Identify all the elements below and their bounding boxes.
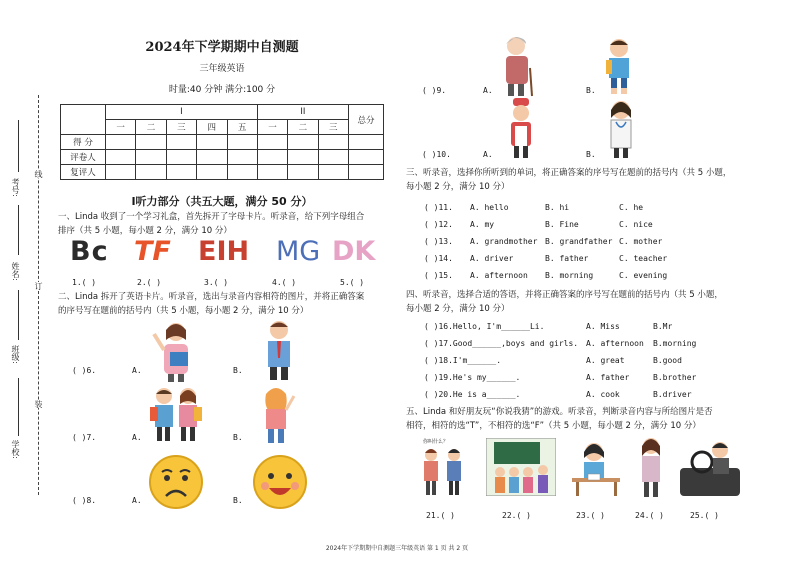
q20-question[interactable]: ( )20.He is a______. bbox=[424, 390, 521, 399]
part1-title: I听力部分（共五大题，满分 50 分） bbox=[131, 195, 313, 208]
q9-number[interactable]: ( )9. bbox=[422, 86, 447, 95]
q15-option-a: A. afternoon bbox=[470, 271, 528, 280]
q10-number[interactable]: ( )10. bbox=[422, 150, 451, 159]
letter-card-4: MG bbox=[276, 236, 321, 267]
q15-option-b: B. morning bbox=[545, 271, 594, 280]
score-subcol: 二 bbox=[288, 120, 318, 135]
q6-number[interactable]: ( )6. bbox=[72, 366, 97, 375]
class-label: 班级: bbox=[11, 345, 20, 364]
score-cell[interactable] bbox=[106, 165, 136, 180]
score-cell[interactable] bbox=[227, 150, 257, 165]
score-row-label: 复评人 bbox=[61, 165, 106, 180]
sec1-title-line1: 一、Linda 收到了一个学习礼盒，首先拆开了字母卡片。听录音，给下列字母组合 bbox=[58, 212, 365, 222]
score-cell[interactable] bbox=[166, 135, 196, 150]
q7-option-b: B. bbox=[233, 433, 243, 442]
q21-blank[interactable]: 21.( ) bbox=[426, 511, 455, 520]
q9-option-b: B. bbox=[586, 86, 596, 95]
score-cell[interactable] bbox=[136, 135, 166, 150]
score-cell[interactable] bbox=[166, 150, 196, 165]
score-subcol: 三 bbox=[318, 120, 348, 135]
letter-card-5: DK bbox=[332, 236, 376, 267]
score-row-label: 评卷人 bbox=[61, 150, 106, 165]
q12-number[interactable]: ( )12. bbox=[424, 220, 453, 229]
class-field[interactable] bbox=[18, 290, 19, 340]
score-cell[interactable] bbox=[257, 135, 287, 150]
score-cell[interactable] bbox=[349, 135, 384, 150]
q7-number[interactable]: ( )7. bbox=[72, 433, 97, 442]
letter-card-2: TF bbox=[134, 236, 171, 267]
seal-text-bind: 装 bbox=[34, 400, 43, 408]
q16-option-b: B.Mr bbox=[653, 322, 673, 331]
score-cell[interactable] bbox=[197, 150, 227, 165]
sec1-blank-1[interactable]: 1.( ) bbox=[72, 278, 97, 287]
q19-question[interactable]: ( )19.He's my______. bbox=[424, 373, 521, 382]
score-subcol: 五 bbox=[227, 120, 257, 135]
score-cell[interactable] bbox=[227, 165, 257, 180]
q19-option-b: B.brother bbox=[653, 373, 697, 382]
score-cell[interactable] bbox=[136, 165, 166, 180]
schoolboy-image bbox=[602, 36, 636, 96]
q13-option-c: C. mother bbox=[619, 237, 663, 246]
q16-option-a: A. Miss bbox=[586, 322, 620, 331]
sec1-blank-4[interactable]: 4.( ) bbox=[272, 278, 297, 287]
classroom-image bbox=[486, 438, 556, 496]
q12-option-b: B. Fine bbox=[545, 220, 579, 229]
school-label: 学校: bbox=[11, 440, 20, 459]
q16-question[interactable]: ( )16.Hello, I'm______Li. bbox=[424, 322, 545, 331]
score-cell[interactable] bbox=[106, 135, 136, 150]
q12-option-c: C. nice bbox=[619, 220, 653, 229]
score-table-corner bbox=[61, 105, 106, 135]
exam-no-field[interactable] bbox=[18, 120, 19, 172]
score-table bbox=[60, 104, 384, 180]
sec5-title bbox=[406, 405, 786, 433]
name-field[interactable] bbox=[18, 205, 19, 255]
q9-option-a: A. bbox=[483, 86, 493, 95]
score-group-2: II bbox=[257, 105, 348, 120]
sec2-title-line1: 二、Linda 拆开了英语卡片。听录音，选出与录音内容相符的图片，并将正确答案 bbox=[58, 292, 365, 302]
score-cell[interactable] bbox=[197, 165, 227, 180]
score-subcol: 一 bbox=[106, 120, 136, 135]
q11-option-a: A. hello bbox=[470, 203, 509, 212]
q17-question[interactable]: ( )17.Good______,boys and girls. bbox=[424, 339, 579, 348]
q6-option-b: B. bbox=[233, 366, 243, 375]
q17-option-b: B.morning bbox=[653, 339, 697, 348]
letter-card-1: Bc bbox=[70, 236, 109, 267]
sec2-title bbox=[58, 290, 398, 318]
q15-option-c: C. evening bbox=[619, 271, 668, 280]
q23-blank[interactable]: 23.( ) bbox=[576, 511, 605, 520]
score-cell[interactable] bbox=[227, 135, 257, 150]
time-score: 时量:40 分钟 满分:100 分 bbox=[168, 85, 276, 95]
exam-no-label: 考号: bbox=[11, 178, 20, 197]
q20-option-a: A. cook bbox=[586, 390, 620, 399]
sec3-title-line1: 三、听录音，选择你所听到的单词，将正确答案的序号写在题前的括号内（共 5 小题， bbox=[406, 168, 732, 178]
woman-standing-image bbox=[636, 436, 666, 498]
score-cell[interactable] bbox=[257, 165, 287, 180]
binding-line bbox=[38, 95, 39, 495]
score-subcol: 二 bbox=[136, 120, 166, 135]
q6-option-a: A. bbox=[132, 366, 142, 375]
score-cell[interactable] bbox=[318, 165, 348, 180]
q10-option-b: B. bbox=[586, 150, 596, 159]
driver-image bbox=[680, 438, 740, 496]
sec1-title bbox=[58, 210, 398, 238]
q14-option-c: C. teacher bbox=[619, 254, 668, 263]
q8-option-b: B. bbox=[233, 496, 243, 505]
score-group-1: I bbox=[106, 105, 258, 120]
q7-option-a: A. bbox=[132, 433, 142, 442]
q13-option-a: A. grandmother bbox=[470, 237, 538, 246]
sec4-title-line1: 四、听录音，选择合适的答语，并将正确答案的序号写在题前的括号内（共 5 小题， bbox=[406, 290, 723, 300]
cook-image bbox=[504, 98, 538, 160]
sec3-title-line2: 每小题 2 分，满分 10 分） bbox=[406, 182, 510, 192]
q8-number[interactable]: ( )8. bbox=[72, 496, 97, 505]
score-cell[interactable] bbox=[136, 150, 166, 165]
q19-option-a: A. father bbox=[586, 373, 630, 382]
score-subcol: 四 bbox=[197, 120, 227, 135]
seal-text-line: 线 bbox=[34, 170, 43, 178]
sec5-title-line2: 相符，相符的选“T”，不相符的选“F”（共 5 小题，每小题 2 分，满分 10 分） bbox=[406, 421, 701, 431]
score-cell[interactable] bbox=[318, 135, 348, 150]
q14-number[interactable]: ( )14. bbox=[424, 254, 453, 263]
sec1-blank-5[interactable]: 5.( ) bbox=[340, 278, 365, 287]
sad-face-image bbox=[148, 454, 204, 510]
sec1-title-line2: 排序（共 5 小题，每小题 2 分，满分 10 分） bbox=[58, 226, 232, 236]
score-total-header: 总分 bbox=[349, 105, 384, 135]
name-label: 姓名: bbox=[11, 262, 20, 281]
q18-option-b: B.good bbox=[653, 356, 682, 365]
seal-text-order: 订 bbox=[34, 282, 43, 290]
q10-option-a: A. bbox=[483, 150, 493, 159]
q18-question[interactable]: ( )18.I'm______. bbox=[424, 356, 502, 365]
page-title: 2024年下学期期中自测题 bbox=[145, 40, 299, 55]
sec3-title bbox=[406, 166, 786, 194]
q13-number[interactable]: ( )13. bbox=[424, 237, 453, 246]
letter-cards bbox=[70, 236, 390, 270]
two-pupils-image bbox=[148, 384, 206, 444]
q8-option-a: A. bbox=[132, 496, 142, 505]
sec1-blank-2[interactable]: 2.( ) bbox=[137, 278, 162, 287]
score-cell[interactable] bbox=[288, 150, 318, 165]
q11-option-b: B. hi bbox=[545, 203, 570, 212]
man-teacher-image bbox=[258, 318, 300, 380]
girl-at-desk-image bbox=[570, 440, 622, 496]
speech-bubble: 你叫什么？ bbox=[423, 439, 449, 445]
score-cell[interactable] bbox=[106, 150, 136, 165]
score-cell[interactable] bbox=[166, 165, 196, 180]
happy-face-image bbox=[252, 454, 308, 510]
sec1-blank-3[interactable]: 3.( ) bbox=[204, 278, 229, 287]
q11-number[interactable]: ( )11. bbox=[424, 203, 453, 212]
score-cell[interactable] bbox=[349, 150, 384, 165]
score-subcol: 一 bbox=[257, 120, 287, 135]
sec2-title-line2: 的序号写在题前的括号内（共 5 小题，每小题 2 分，满分 10 分） bbox=[58, 306, 309, 316]
score-row-label: 得 分 bbox=[61, 135, 106, 150]
score-cell[interactable] bbox=[288, 135, 318, 150]
q18-option-a: A. great bbox=[586, 356, 625, 365]
score-subcol: 三 bbox=[166, 120, 196, 135]
grade-subtitle: 三年级英语 bbox=[199, 64, 245, 74]
q24-blank[interactable]: 24.( ) bbox=[635, 511, 664, 520]
q17-option-a: A. afternoon bbox=[586, 339, 644, 348]
q13-option-b: B. grandfather bbox=[545, 237, 613, 246]
q15-number[interactable]: ( )15. bbox=[424, 271, 453, 280]
q22-blank[interactable]: 22.( ) bbox=[502, 511, 531, 520]
sec5-title-line1: 五、Linda 和好朋友玩“你说我猜”的游戏。听录音，判断录音内容与所给图片是否 bbox=[406, 407, 713, 417]
doctor-image bbox=[604, 98, 638, 160]
page-footer: 2024年下学期期中自测题三年级英语 第 1 页 共 2 页 bbox=[325, 545, 469, 552]
q25-blank[interactable]: 25.( ) bbox=[690, 511, 719, 520]
score-cell[interactable] bbox=[318, 150, 348, 165]
girl-hello-image bbox=[258, 384, 298, 444]
score-cell[interactable] bbox=[288, 165, 318, 180]
q20-option-b: B.driver bbox=[653, 390, 692, 399]
letter-card-3: EIH bbox=[198, 236, 250, 267]
q11-option-c: C. he bbox=[619, 203, 644, 212]
score-cell[interactable] bbox=[349, 165, 384, 180]
q14-option-a: A. driver bbox=[470, 254, 514, 263]
sec4-title bbox=[406, 288, 786, 316]
two-people-greeting-image bbox=[418, 445, 468, 497]
girl-with-book-image bbox=[148, 320, 200, 382]
sec4-title-line2: 每小题 2 分，满分 10 分） bbox=[406, 304, 510, 314]
score-cell[interactable] bbox=[257, 150, 287, 165]
score-cell[interactable] bbox=[197, 135, 227, 150]
q14-option-b: B. father bbox=[545, 254, 589, 263]
grandmother-image bbox=[500, 34, 536, 98]
school-field[interactable] bbox=[18, 378, 19, 436]
q12-option-a: A. my bbox=[470, 220, 495, 229]
